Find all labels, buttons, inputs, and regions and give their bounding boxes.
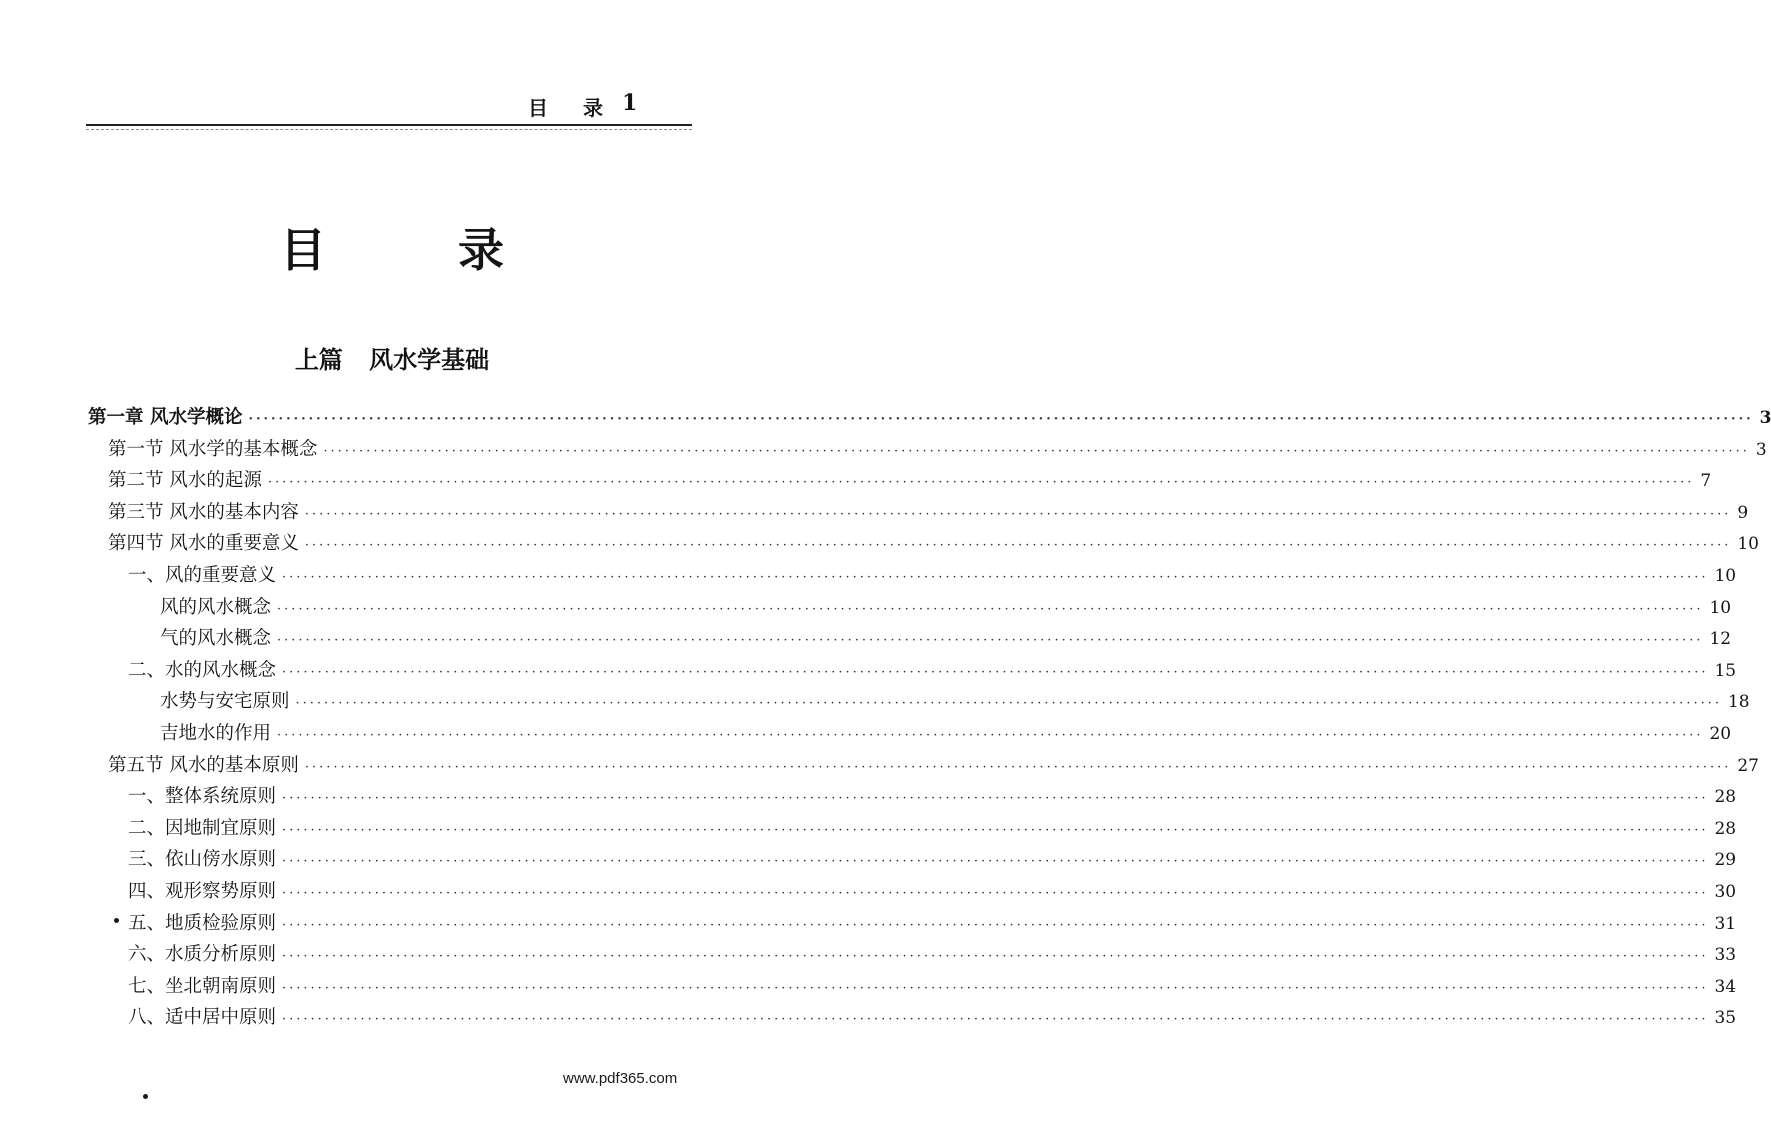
page-title: 目 录 [279,223,562,277]
toc-entry [128,560,1737,591]
toc-leader-dots: ········································································································································································································ [277,601,1704,617]
toc-entry-page: 33 [1714,945,1737,966]
toc-entry [160,592,1732,623]
toc-entry-page: 31 [1714,913,1737,934]
toc-entry [128,813,1737,844]
toc-entry-page: 3 [1759,408,1771,428]
toc-leader-dots: ········································································································································································································ [277,728,1704,743]
stray-dot [143,1094,148,1099]
toc-leader-dots: ········································································································································································································ [282,917,1709,933]
header-rule [86,124,692,126]
toc-entry-page: 12 [1709,629,1732,650]
toc-leader-dots: ········································································································································································································ [282,1012,1709,1028]
toc-entry-label: 第四节 风水的重要意义 [108,533,299,555]
toc-entry-page: 10 [1714,566,1737,586]
toc-entry-page: 34 [1714,976,1737,997]
toc-entry-page: 35 [1714,1008,1737,1029]
toc-entry-page: 15 [1714,660,1737,681]
toc-leader-dots: ········································································································································································································ [282,980,1709,996]
part-title: 上篇 风水学基础 [294,345,490,374]
toc-entry-label: 第一章 风水学概论 [88,407,243,428]
toc-entry-label: 三、依山傍水原则 [128,849,277,871]
toc-leader-dots: ········································································································································································································ [282,664,1709,680]
toc-entry [128,971,1737,1002]
toc-leader-dots: ········································································································································································································ [295,696,1722,712]
toc-entry [108,465,1712,496]
toc-leader-dots: ········································································································································································································ [323,443,1750,459]
toc-entry [88,402,1771,433]
toc-entry [128,781,1737,812]
toc-entry-page: 28 [1714,787,1737,808]
toc-entry-label: 五、地质检验原则 [128,912,277,934]
toc-entry-label: 第五节 风水的基本原则 [108,754,299,776]
toc-entry [128,655,1737,686]
stray-dot [114,918,119,923]
toc-leader-dots: ········································································································································································································ [282,570,1709,585]
toc-entry-label: 第三节 风水的基本内容 [108,501,299,523]
toc-leader-dots: ········································································································································································································ [304,759,1732,775]
toc-entry-label: 一、整体系统原则 [128,786,277,808]
toc-leader-dots: ········································································································································································································ [282,949,1709,965]
toc-entry-label: 二、因地制宜原则 [128,817,277,839]
toc-entry [108,434,1767,465]
toc-entry [128,939,1737,970]
page-number: 1 [622,90,638,116]
toc-entry [160,718,1732,749]
toc-entry-page: 28 [1714,818,1737,839]
toc-entry-label: 六、水质分析原则 [128,944,277,966]
toc-leader-dots: ········································································································································································································ [248,412,1754,427]
toc-entry-page: 30 [1714,882,1737,902]
toc-entry-page: 7 [1700,471,1712,492]
toc-entry-label: 第二节 风水的起源 [108,470,262,492]
toc-entry-label: 四、观形察势原则 [128,881,277,902]
watermark-text: www.pdf365.com [563,1070,678,1087]
toc-entry-page: 3 [1755,439,1767,460]
toc-leader-dots: ········································································································································································································ [282,854,1709,870]
toc-leader-dots: ········································································································································································································ [277,633,1704,649]
toc-entry-page: 10 [1709,597,1732,618]
toc-entry [160,623,1732,654]
toc-entry-label: 吉地水的作用 [160,723,272,744]
toc-entry [108,497,1749,528]
toc-entry [160,686,1750,717]
running-title: 目 录 [528,96,617,120]
toc-entry-page: 18 [1727,692,1750,713]
toc-entry-label: 第一节 风水学的基本概念 [108,438,318,460]
running-head [0,90,784,120]
toc-leader-dots: ········································································································································································································ [282,822,1709,838]
toc-entry-page: 10 [1737,534,1759,555]
toc-leader-dots: ········································································································································································································ [267,475,1695,491]
toc-entry [128,1002,1737,1033]
toc-entry-page: 29 [1714,850,1737,871]
toc-entry-label: 二、水的风水概念 [128,659,277,681]
toc-entry [128,908,1737,939]
toc-entry [128,876,1737,907]
toc-entry-label: 八、适中居中原则 [128,1007,277,1029]
toc-entry-label: 水势与安宅原则 [160,691,290,713]
toc-leader-dots: ········································································································································································································ [304,506,1732,522]
toc-entry [108,750,1759,781]
toc-entry-label: 七、坐北朝南原则 [128,975,277,997]
toc-entry-label: 气的风水概念 [160,628,272,650]
toc-entry-page: 20 [1709,724,1732,744]
toc-entry-page: 9 [1737,502,1749,523]
toc-entry [128,844,1737,875]
toc-leader-dots: ········································································································································································································ [282,886,1709,901]
toc-entry-label: 风的风水概念 [160,596,272,618]
toc-entry [108,528,1759,559]
toc-leader-dots: ········································································································································································································ [304,538,1732,554]
header-rule-thin [86,129,692,130]
toc-entry-page: 27 [1737,755,1759,776]
toc-leader-dots: ········································································································································································································ [282,791,1709,807]
toc-entry-label: 一、风的重要意义 [128,565,277,586]
